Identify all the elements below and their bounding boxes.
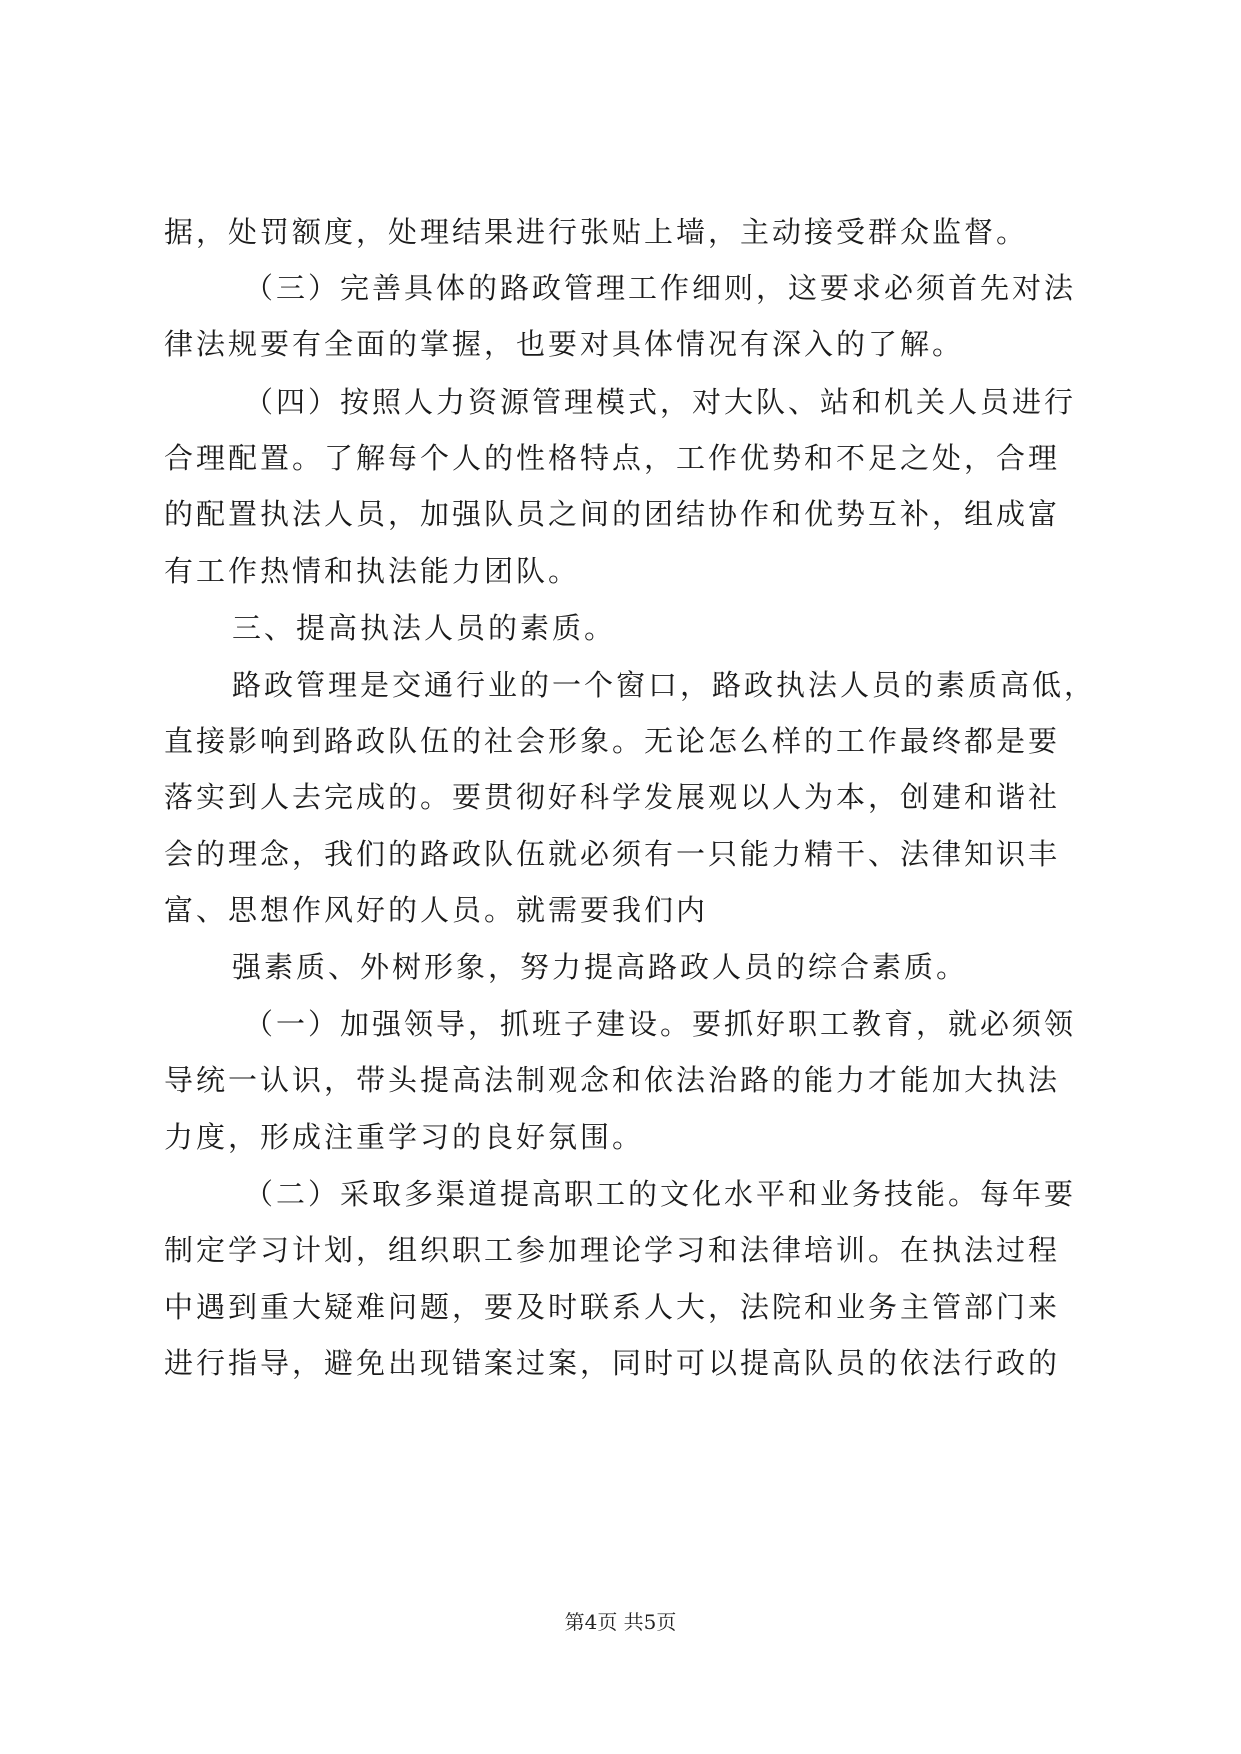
text-line: 中遇到重大疑难问题，要及时联系人大，法院和业务主管部门来 [164, 1290, 1061, 1324]
text-line: 力度，形成注重学习的良好氛围。 [164, 1120, 645, 1154]
text-line: 导统一认识，带头提高法制观念和依法治路的能力才能加大执法 [164, 1063, 1061, 1097]
section-heading: 三、提高执法人员的素质。 [232, 611, 617, 645]
text-line: 落实到人去完成的。要贯彻好科学发展观以人为本，创建和谐社 [164, 780, 1061, 814]
text-line: 的配置执法人员，加强队员之间的团结协作和优势互补，组成富 [164, 497, 1061, 531]
text-line: 律法规要有全面的掌握，也要对具体情况有深入的了解。 [164, 327, 965, 361]
text-line: （四）按照人力资源管理模式，对大队、站和机关人员进行 [244, 385, 1077, 419]
text-line: 据，处罚额度，处理结果进行张贴上墙，主动接受群众监督。 [164, 215, 1029, 249]
page-number-footer: 第4页 共5页 [564, 1610, 677, 1634]
text-line: 进行指导，避免出现错案过案，同时可以提高队员的依法行政的 [164, 1346, 1061, 1380]
text-line: （三）完善具体的路政管理工作细则，这要求必须首先对法 [244, 271, 1077, 305]
text-line: 会的理念，我们的路政队伍就必须有一只能力精干、法律知识丰 [164, 837, 1061, 871]
text-line: 富、思想作风好的人员。就需要我们内 [164, 893, 709, 927]
text-line: （二）采取多渠道提高职工的文化水平和业务技能。每年要 [244, 1177, 1077, 1211]
text-line: 合理配置。了解每个人的性格特点，工作优势和不足之处，合理 [164, 441, 1061, 475]
text-line: 制定学习计划，组织职工参加理论学习和法律培训。在执法过程 [164, 1233, 1061, 1267]
text-line: 有工作热情和执法能力团队。 [164, 554, 581, 588]
text-line: （一）加强领导，抓班子建设。要抓好职工教育，就必须领 [244, 1007, 1077, 1041]
text-line: 强素质、外树形象，努力提高路政人员的综合素质。 [232, 950, 969, 984]
text-line: 路政管理是交通行业的一个窗口，路政执法人员的素质高低， [232, 668, 1097, 702]
text-line: 直接影响到路政队伍的社会形象。无论怎么样的工作最终都是要 [164, 724, 1061, 758]
